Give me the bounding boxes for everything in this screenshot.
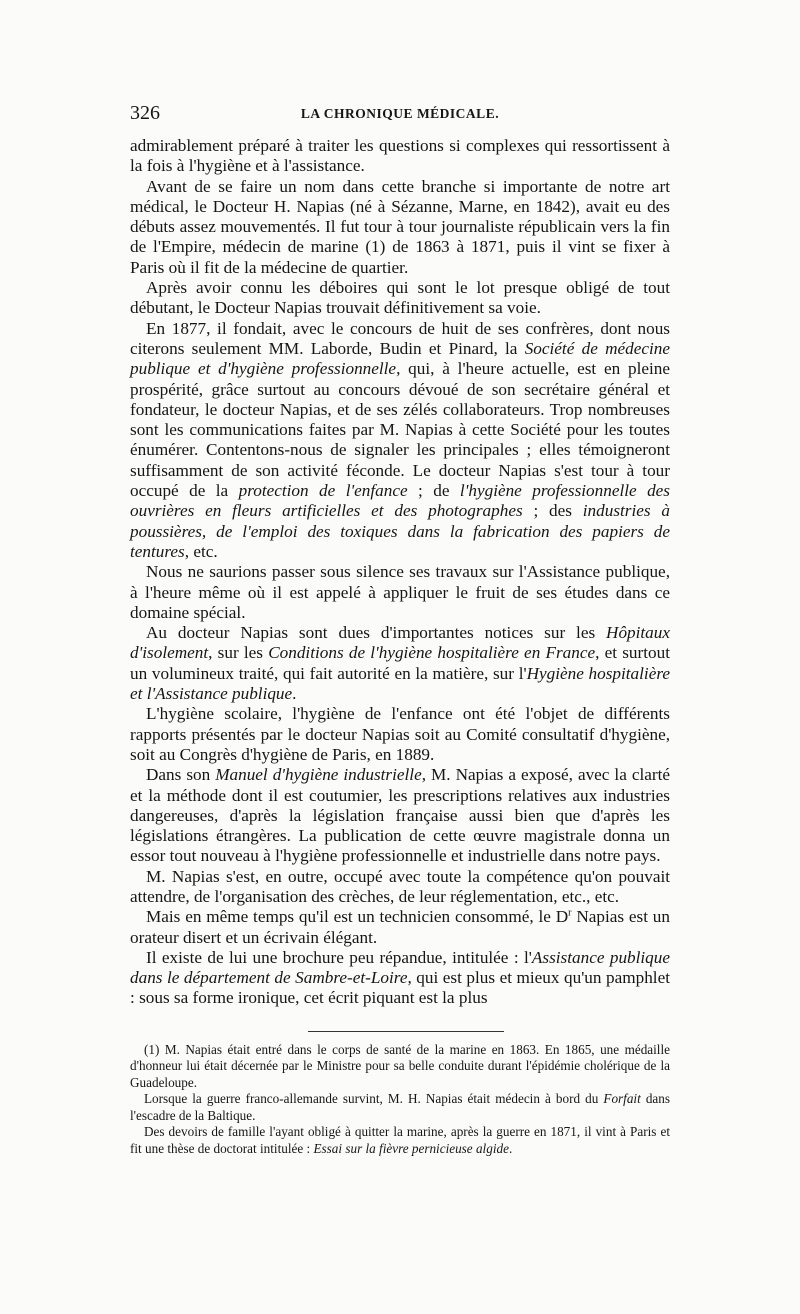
text-run: Après avoir connu les déboires qui sont le lot presque obligé de tout débutant, le Docteur Napias trouvait définitivement sa voie.	[130, 278, 670, 318]
text-run: .	[292, 684, 297, 704]
text-run: Dans son	[146, 765, 216, 785]
text-run: , sur les	[208, 643, 269, 663]
italic-title: Hygiène hospitalière et l'Assistance publique	[130, 663, 671, 704]
text-run: , qui, à l'heure actuelle, est en pleine prospérité, grâce surtout au concours dévoué de son secrétaire général et fondateur, le docteur Napias, et de ses zélés collaborateurs. Trop nombreuses sont les communications faites par M. Napias à cette Société pour les toutes énumérer. Contentons-nous de signaler les principales ; elles témoigneront suffisamment de son activité féconde. Le docteur Napias s'est tour à tour occupé de la	[130, 359, 670, 501]
text-run: M. Napias s'est, en outre, occupé avec toute la compétence qu'on pouvait attendre, de l'organisation des crèches, de leur réglementation, etc., etc.	[130, 866, 670, 906]
text-run: Avant de se faire un nom dans cette branche si importante de notre art médical, le Docteur H. Napias (né à Sézanne, Marne, en 1842), avait eu des débuts assez mouvementés. Il fut tour à tour journaliste républicain vers la fin de l'Empire, médecin de marine (1) de 1863 à 1871, puis il vint se fixer à Paris où il fit de la médecine de quartier.	[130, 176, 670, 277]
main-text	[130, 136, 670, 1009]
text-run: Napias est un orateur disert et un écrivain élégant.	[130, 907, 670, 947]
text-run: .	[508, 1140, 513, 1156]
text-run: (1) M. Napias était entré dans le corps de santé de la marine en 1863. En 1865, une médaille d'honneur lui était décernée par le Ministre pour sa belle conduite durant l'épidémie cholérique de la Guadeloupe.	[130, 1041, 670, 1090]
italic-title: Essai sur la fièvre pernicieuse algide	[313, 1140, 509, 1156]
text-run: Nous ne saurions passer sous silence ses travaux sur l'Assistance publique, à l'heure même où il est appelé à appliquer le fruit de ses études dans ce domaine spécial.	[130, 562, 670, 622]
italic-title: Manuel d'hygiène industrielle	[215, 765, 422, 785]
text-run: Des devoirs de famille l'ayant obligé à quitter la marine, après la guerre en 1871, il vint à Paris et fit une thèse de doctorat intitulée :	[130, 1124, 670, 1156]
paragraph	[130, 136, 670, 177]
paragraph	[130, 867, 670, 908]
text-run: L'hygiène scolaire, l'hygiène de l'enfance ont été l'objet de différents rapports présentés par le docteur Napias soit au Comité consultatif d'hygiène, soit au Congrès d'hygiène de Paris, en 1889.	[130, 704, 670, 764]
footnote	[130, 1091, 670, 1124]
paragraph	[130, 704, 670, 765]
text-run: admirablement préparé à traiter les questions si complexes qui ressortissent à la fois à l'hygiène et à l'assistance.	[130, 136, 670, 176]
text-run: Il existe de lui une brochure peu répandue, intitulée : l'	[146, 947, 532, 967]
italic-title: protection de l'enfance	[238, 481, 408, 501]
text-run: Lorsque la guerre franco-allemande survint, M. H. Napias était médecin à bord du	[144, 1091, 604, 1107]
italic-title: l'hygiène professionnelle des ouvrières en fleurs artificielles et des photographes	[130, 481, 670, 521]
text-run: , etc.	[184, 541, 218, 561]
footnotes	[130, 1042, 670, 1158]
paragraph	[130, 948, 670, 1009]
italic-title: Assistance publique dans le département de Sambre-et-Loire	[130, 947, 670, 988]
text-run: , et surtout un volumineux traité, qui fait autorité en la matière, sur l'	[130, 643, 670, 683]
text-run: , M. Napias a exposé, avec la clarté et la méthode dont il est coutumier, les prescriptions relatives aux industries dangereuses, d'après la législation française aussi bien que d'après les législations étrangères. La publication de cette œuvre magistrale donna un essor tout nouveau à l'hygiène professionnelle et industrielle dans notre pays.	[130, 765, 670, 866]
page-number: 326	[130, 102, 160, 124]
paragraph	[130, 765, 670, 866]
paragraph	[130, 562, 670, 623]
text-run: dans l'escadre de la Baltique.	[130, 1091, 670, 1123]
paragraph	[130, 177, 670, 278]
text-run: Mais en même temps qu'il est un technicien consommé, le D	[146, 907, 569, 927]
page-header	[130, 102, 670, 136]
paragraph	[130, 907, 670, 948]
italic-title: Société de médecine publique et d'hygiène professionnelle	[130, 338, 670, 379]
text-run: , qui est plus et mieux qu'un pamphlet : sous sa forme ironique, cet écrit piquant est la plus	[130, 968, 670, 1008]
footnote	[130, 1124, 670, 1157]
footnote-rule	[308, 1031, 504, 1032]
text-run: Au docteur Napias sont dues d'importantes notices sur les	[146, 623, 607, 643]
text-run: En 1877, il fondait, avec le concours de huit de ses confrères, dont nous citerons seulement MM. Laborde, Budin et Pinard, la	[130, 318, 670, 358]
paragraph	[130, 623, 670, 704]
footnote	[130, 1042, 670, 1092]
running-title: LA CHRONIQUE MÉDICALE.	[300, 106, 500, 121]
paragraph	[130, 319, 670, 563]
italic-title: Conditions de l'hygiène hospitalière en France	[268, 643, 596, 663]
text-run: ; des	[522, 501, 583, 521]
italic-title: industries à poussières, de l'emploi des toxiques dans la fabrication des papiers de tentures	[130, 501, 670, 561]
italic-title: Hôpitaux d'isolement	[130, 623, 670, 663]
superscript: r	[568, 907, 572, 919]
italic-title: Forfait	[603, 1091, 641, 1107]
text-run: ; de	[407, 481, 460, 501]
paragraph	[130, 278, 670, 319]
